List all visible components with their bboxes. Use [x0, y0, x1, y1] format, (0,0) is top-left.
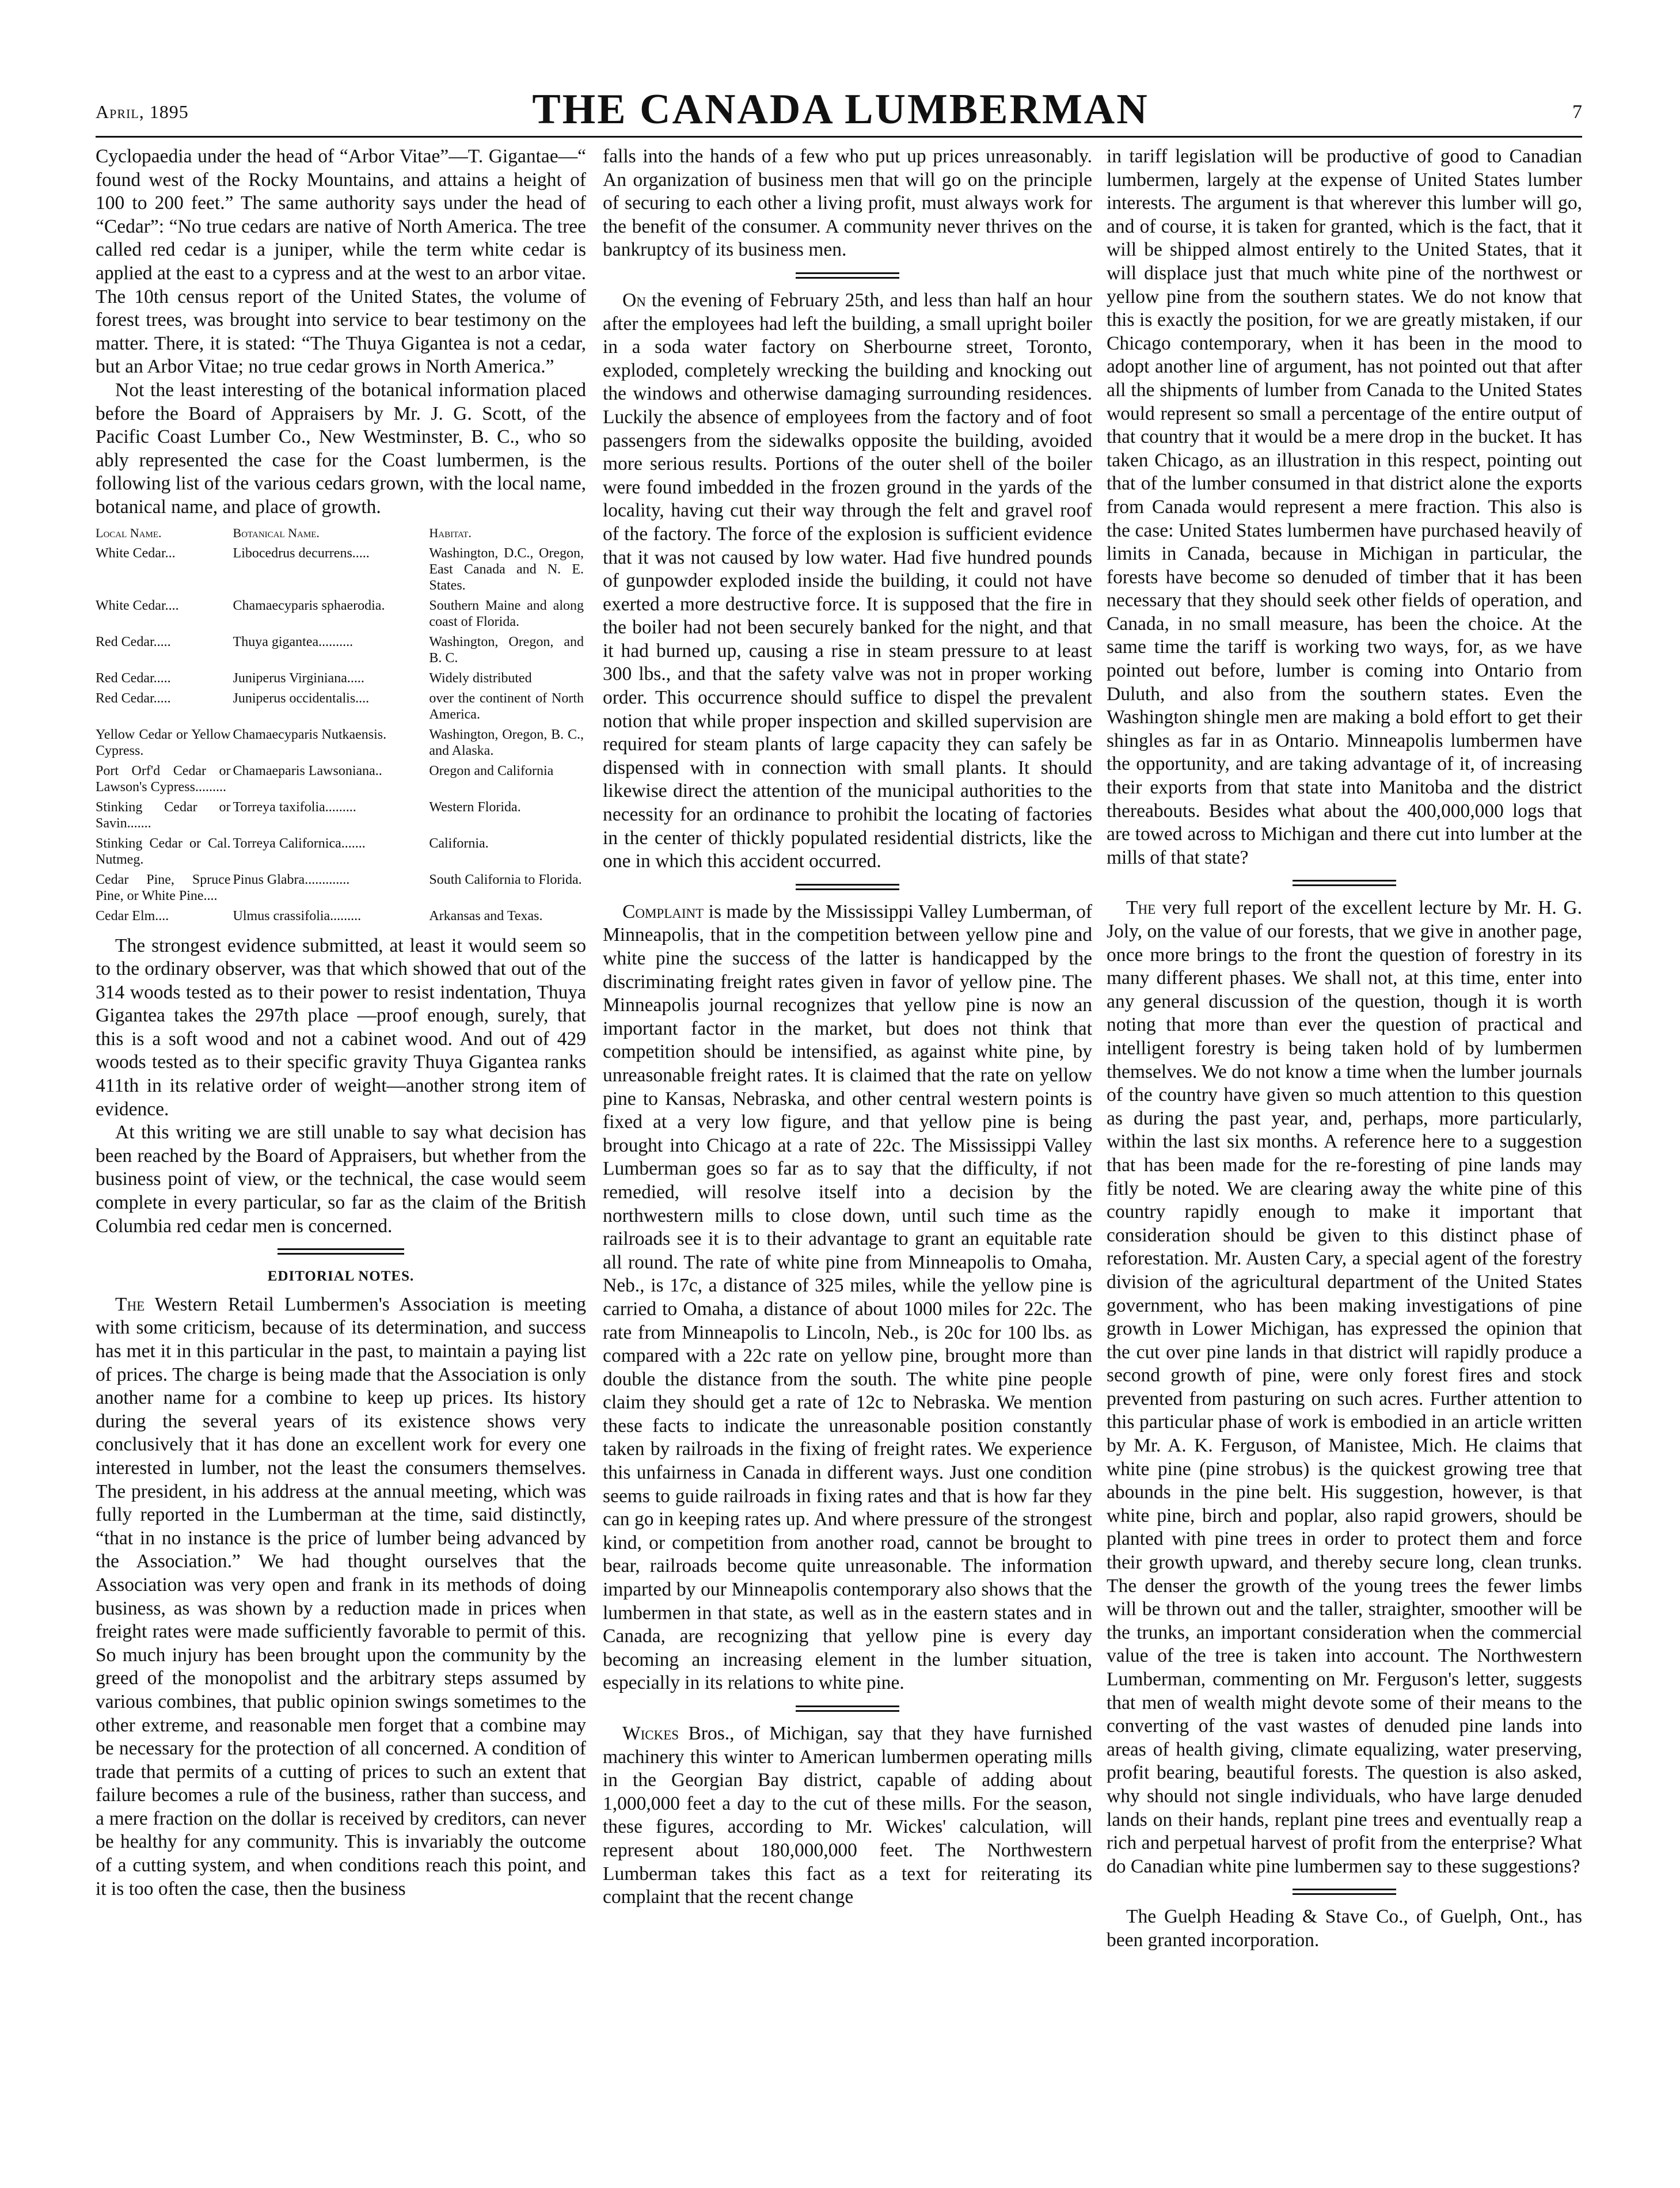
cell-local: Red Cedar..... [96, 670, 171, 686]
cell-habitat: Oregon and California [429, 763, 554, 778]
table-row [96, 726, 586, 762]
section-divider [796, 272, 899, 279]
cell-botanical: Juniperus occidentalis.... [233, 690, 370, 706]
continued-paragraph: falls into the hands of a few who put up prices unreasonably. An organization of business men that will go on the principle of securing to each other a living profit, must always work for the benefit of the consumer. A community never thrives on the bankruptcy of its business men. [603, 146, 1092, 261]
page-number: 7 [1572, 101, 1582, 123]
cell-botanical: Ulmus crassifolia......... [233, 908, 362, 924]
cell-botanical: Thuya gigantea.......... [233, 634, 354, 649]
paragraph-body: very full report of the excellent lecture by Mr. H. G. Joly, on the value of our forests, that we give in another page, once more brings to the front the question of forestry in its many different phases. We shall not, at this time, enter into any general discussion of the question, though it is worth noting that more than ever the question of practical and intelligent forestry is being taken hold of by lumbermen themselves. We do not know a time when the lumber journals of the country have given so much attention to this question as during the past year, and, perhaps, more particularly, within the last six months. A reference here to a suggestion that has been made for the re-foresting of pine lands may fitly be noted. We are clearing away the white pine of this country rapidly enough to make it important that consideration should be given to this distinct phase of reforestation. Mr. Austen Cary, a special agent of the forestry division of the agricultural department of the United States government, who has been making investigations of pine growth in Lower Michigan, has expressed the opinion that the cut over pine lands in that district will rapidly produce a second growth of pine, were only forest fires and stock prevented from pasturing on such acres. Further attention to this particular phase of work is embodied in an article written by Mr. A. K. Ferguson, of Manistee, Mich. He claims that white pine (pine strobus) is the quickest growing tree that abounds in the pine belt. His suggestion, however, is that white pine, birch and poplar, also rapid growers, should be planted with pine trees in order to protect them and force their growth upward, and thereby secure long, clean trunks. The denser the growth of the young trees the fewer limbs will be thrown out and the taller, straighter, smoother will be the trunks, an important consideration when the commercial value of the tree is taken into account. The Northwestern Lumberman, commenting on Mr. Ferguson's letter, suggests that men of wealth might devote some of their means to the converting of the vast wastes of denuded pine lands into areas of health giving, climate equalizing, water preserving, profit bearing, beautiful forests. The question is also asked, why should not single individuals, who have large denuded lands on their hands, replant pine trees and eventually reap a rich and perpetual harvest of profit from the enterprise? What do Canadian white pine lumbermen say to these suggestions? [1107, 897, 1582, 1877]
section-divider [796, 884, 899, 890]
table-row [96, 690, 586, 726]
freight-rates-paragraph [603, 901, 1092, 1695]
cell-local: Cedar Elm.... [96, 908, 169, 924]
evidence-paragraph: The strongest evidence submitted, at least it would seem so to the ordinary observer, was that which showed that out of the 314 woods tested as to their power to resist indentation, Thuya Gigantea takes the 297th place —proof enough, surely, that this is a soft wood and not a cabinet wood. And out of 429 woods tested as to their specific gravity Thuya Gigantea ranks 411th in its relative order of weight—another strong item of evidence. [96, 935, 586, 1120]
table-row [96, 597, 586, 633]
cell-local: Stinking Cedar or Savin....... [96, 799, 231, 831]
cell-habitat: Washington, Oregon, B. C., and Alaska. [429, 727, 584, 758]
lead-word: On [622, 289, 646, 311]
cell-local: Red Cedar..... [96, 690, 171, 706]
cedar-table [96, 525, 586, 928]
association-paragraph [96, 1293, 586, 1901]
wickes-paragraph [603, 1722, 1092, 1909]
column-1 [96, 145, 586, 1901]
paragraph-body: Bros., of Michigan, say that they have furnished machinery this winter to American lumbermen operating mills in the Georgian Bay district, capable of adding about 1,000,000 feet a day to the cut of these mills. For the season, these figures, according to Mr. Wickes' calculation, will represent about 180,000,000 feet. The Northwestern Lumberman takes this fact as a text for reiterating its complaint that the recent change [603, 1723, 1092, 1908]
lead-word: The [115, 1293, 145, 1315]
issue-date: April, 1895 [96, 101, 189, 122]
incorporation-paragraph: The Guelph Heading & Stave Co., of Guelph, Ont., has been granted incorporation. [1107, 1906, 1582, 1951]
cell-habitat: California. [429, 835, 489, 851]
table-row [96, 545, 586, 597]
section-divider [796, 1705, 899, 1712]
editorial-notes-heading: EDITORIAL NOTES. [267, 1268, 415, 1285]
table-row [96, 835, 586, 871]
table-row [96, 762, 586, 799]
header-rule [96, 136, 1582, 138]
section-divider [1293, 880, 1396, 886]
botanical-info-paragraph: Not the least interesting of the botanical information placed before the Board of Appraisers by Mr. J. G. Scott, of the Pacific Coast Lumber Co., New Westminster, B. C., who so ably represented the case for the Coast lumbermen, is the following list of the various cedars grown, with the local name, botanical name, and place of growth. [96, 379, 586, 518]
col-header-habitat: Habitat. [429, 525, 472, 540]
col-header-botanical: Botanical Name. [233, 525, 320, 540]
lead-word: Wickes [622, 1723, 679, 1744]
cell-habitat: Arkansas and Texas. [429, 908, 543, 924]
cell-botanical: Pinus Glabra............. [233, 872, 350, 887]
table-row [96, 633, 586, 670]
cell-local: Red Cedar..... [96, 634, 171, 649]
boiler-explosion-paragraph [603, 289, 1092, 873]
cell-habitat: South California to Florida. [429, 872, 582, 887]
cell-botanical: Libocedrus decurrens..... [233, 545, 370, 561]
cell-botanical: Chamaeparis Lawsoniana.. [233, 763, 382, 778]
paragraph-body: is made by the Mississippi Valley Lumberman, of Minneapolis, that in the competition between yellow pine and white pine the success of the latter is handicapped by the discriminating freight rates given in favor of yellow pine. The Minneapolis journal recognizes that yellow pine is now an important factor in the market, but does not think that competition should be intensified, as against white pine, by unreasonable freight rates. It is claimed that the rate on yellow pine to Kansas, Nebraska, and other central western points is fixed at a very low figure, and that yellow pine is being brought into Chicago at a rate of 22c. The Mississippi Valley Lumberman goes so far as to say that the difficulty, if not remedied, will resolve itself into a decision by the northwestern mills to close down, until such time as the railroads see it is to their advantage to grant an equitable rate all round. The rate of white pine from Minneapolis to Omaha, Neb., is 17c, a distance of 325 miles, while the yellow pine is carried to Omaha, a distance of about 1000 miles for 22c. The rate from Minneapolis to Lincoln, Neb., is 20c for 100 lbs. as compared with a 22c rate on yellow pine, brought more than double the distance from the south. The white pine people claim they should get a rate of 12c to Nebraska. We mention these facts to indicate the unreasonable position constantly taken by railroads in the fixing of freight rates. We experience this unfairness in Canada in different ways. Just one condition seems to guide railroads in fixing rates and that is how far they can go in keeping rates up. And where pressure of the strongest kind, or competition from another road, cannot be brought to bear, railroads become quite unreasonable. The information imparted by our Minneapolis contemporary also shows that the lumbermen in that state, as well as in the eastern states and in Canada, are recognizing that yellow pine is every day becoming an increasing element in the lumber situation, especially in its relations to white pine. [603, 901, 1092, 1694]
tariff-paragraph: in tariff legislation will be productive of good to Canadian lumbermen, largely at the expense of United States lumber interests. The argument is that wherever this lumber will go, and of course, it is taken for granted, which is the fact, that it will be shipped almost entirely to the United States, that it will displace just that much white pine of the northwest or yellow pine from the southern states. We do not know that this is exactly the position, for we are greatly mistaken, if our Chicago contemporary, when it has been in the mood to adopt another line of argument, has not pointed out that after all the shipments of lumber from Canada to the United States would represent so small a percentage of the entire output of that country that it would be a mere drop in the bucket. It has taken Chicago, as an illustration in this respect, pointing out that of the lumber consumed in that district alone the exports from Canada would represent a mere fraction. This also is the case: United States lumbermen have purchased heavily of limits in Canada, because in Michigan in particular, the forests have become so denuded of timber that it has been necessary that they should seek other fields of operation, and Canada, in no small measure, has been the choice. At the same time the tariff is working two ways, for, as we have pointed out before, lumber is coming into Ontario from Duluth, and also from the southern states. Even the Washington shingle men are making a bold effort to get their shingles as far in as Ontario. Minneapolis lumbermen have the opportunity, and are taking advantage of it, of increasing their exports from that state into Manitoba and the district thereabouts. Besides what about the 400,000,000 logs that are towed across to Michigan and there cut into lumber at the mills of that state? [1107, 146, 1582, 868]
cell-habitat: Washington, D.C., Oregon, East Canada and N. E. States. [429, 545, 584, 593]
table-row [96, 871, 586, 907]
appraisers-paragraph: At this writing we are still unable to say what decision has been reached by the Board of Appraisers, but whether from the business point of view, or the technical, the case would seem complete in every particular, so far as the claim of the British Columbia red cedar men is concerned. [96, 1122, 586, 1237]
section-divider [278, 1248, 404, 1255]
column-2 [603, 145, 1092, 1909]
cell-habitat: Widely distributed [429, 670, 532, 686]
cell-habitat: Southern Maine and along coast of Florida. [429, 598, 584, 629]
cell-local: Yellow Cedar or Yellow Cypress. [96, 727, 231, 758]
lead-word: Complaint [622, 901, 704, 922]
table-row [96, 907, 586, 928]
cell-local: White Cedar.... [96, 598, 179, 613]
table-row [96, 799, 586, 835]
cedar-table-header [96, 525, 586, 545]
forestry-paragraph [1107, 897, 1582, 1878]
cell-habitat: Washington, Oregon, and B. C. [429, 634, 584, 666]
cell-botanical: Chamaecyparis Nutkaensis. [233, 727, 387, 742]
table-row [96, 670, 586, 690]
cell-botanical: Chamaecyparis sphaerodia. [233, 598, 385, 613]
cell-botanical: Juniperus Virginiana..... [233, 670, 364, 686]
cell-local: Stinking Cedar or Cal. Nutmeg. [96, 835, 231, 867]
paragraph-body: the evening of February 25th, and less than half an hour after the employees had left the building, a small upright boiler in a soda water factory on Sherbourne street, Toronto, exploded, completely wrecking the building and knocking out the windows and otherwise damaging surrounding residences. Luckily the absence of employees from the factory and of foot passengers from the sidewalks opposite the building, avoided more serious results. Portions of the outer shell of the boiler were found imbedded in the frozen ground in the yards of the locality, having cut their way through the felt and gravel roof of the factory. The force of the explosion is sufficient evidence that it was not caused by low water. Had five hundred pounds of gunpowder exploded inside the building, it could not have exerted a more destructive force. It is supposed that the fire in the boiler had not been securely banked for the night, and that it had burned up, causing a rise in steam pressure to at least 300 lbs., and that the safety valve was not in proper working order. This occurrence should suffice to dispel the prevalent notion that while proper inspection and skilled supervision are required for steam plants of large capacity they can safely be dispensed with in connection with small plants. It should likewise direct the attention of the municipal authorities to the necessity for an ordinance to prohibit the locating of factories in the center of thickly populated residential districts, like the one in which this accident occurred. [603, 289, 1092, 872]
cell-habitat: Western Florida. [429, 799, 521, 815]
section-divider [1293, 1889, 1396, 1895]
cell-habitat: over the continent of North America. [429, 690, 584, 722]
lead-word: The [1126, 897, 1156, 919]
paragraph-body: Western Retail Lumbermen's Association is meeting with some criticism, because of its determination, and success has met it in this particular in the past, to maintain a paying list of prices. The charge is being made that the Association is only another name for a combine to keep up prices. Its history during the several years of its existence shows very conclusively that it has done an excellent work for every one interested in lumber, not the least the consumers themselves. The president, in his address at the annual meeting, which was fully reported in the Lumberman at the time, said distinctly, “that in no instance is the price of lumber being advanced by the Association.” We had thought ourselves that the Association was very open and frank in its methods of doing business, as was shown by a reduction made in prices when freight rates were made sufficiently favorable to permit of this. So much injury has been brought upon the community by the greed of the monopolist and the arbitrary steps assumed by various combines, that public opinion swings sometimes to the other extreme, and reasonable men forget that a combine may be necessary for the protection of all concerned. A condition of trade that permits of a cutting of prices to such an extent that failure becomes a rule of the business, rather than success, and a mere fraction on the dollar is received by creditors, can never be healthy for any community. This is invariably the outcome of a cutting system, and when conditions reach this point, and it is too often the case, then the business [96, 1293, 586, 1900]
col-header-local: Local Name. [96, 525, 162, 540]
cell-local: White Cedar... [96, 545, 176, 561]
cell-local: Port Orf'd Cedar or Lawson's Cypress......... [96, 763, 231, 795]
cell-local: Cedar Pine, Spruce Pine, or White Pine.... [96, 872, 231, 903]
cell-botanical: Torreya taxifolia......... [233, 799, 356, 815]
cyclopaedia-paragraph: Cyclopaedia under the head of “Arbor Vitae”—T. Gigantae—“ found west of the Rocky Mountains, and attains a height of 100 to 200 feet.” The same authority says under the head of “Cedar”: “No true cedars are native of North America. The tree called red cedar is a juniper, while the term white cedar is applied at the east to a cypress and at the west to an arbor vitae. The 10th census report of the United States, the volume of forest trees, was brought into service to bear testimony on the matter. There, it is stated: “The Thuya Gigantea is not a cedar, but an Arbor Vitae; no true cedar grows in North America.” [96, 146, 586, 378]
cell-botanical: Torreya Californica....... [233, 835, 366, 851]
masthead-title: THE CANADA LUMBERMAN [532, 86, 1149, 133]
column-3 [1107, 145, 1582, 1953]
